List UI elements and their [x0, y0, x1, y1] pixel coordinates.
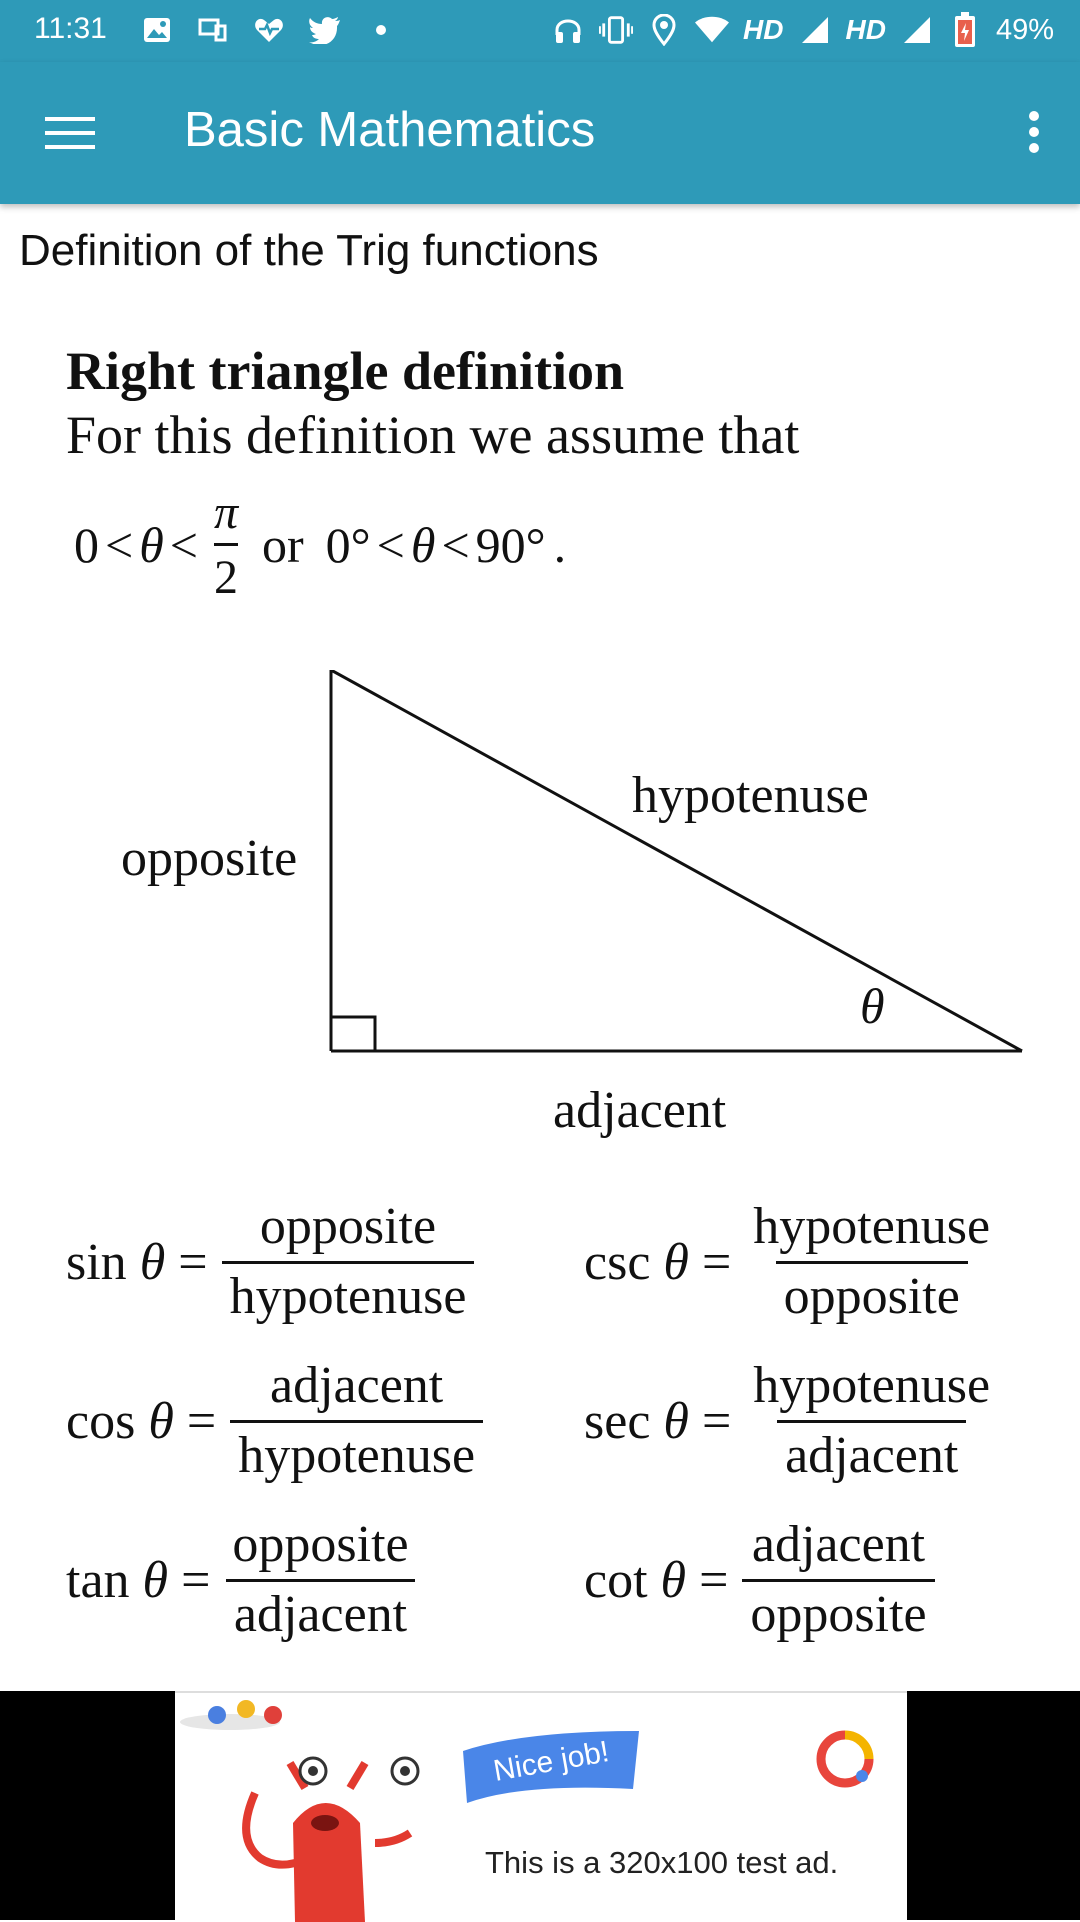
theta-symbol: θ	[142, 1551, 169, 1609]
cast-icon	[196, 13, 230, 47]
system-status-icons	[551, 10, 1054, 50]
more-vert-icon	[1027, 110, 1041, 154]
cos-formula	[66, 1359, 483, 1483]
denominator: adjacent	[777, 1420, 966, 1484]
theta-symbol: θ	[139, 1233, 166, 1291]
sec-formula	[584, 1359, 998, 1483]
numerator: opposite	[232, 1516, 409, 1573]
cot-formula	[584, 1518, 935, 1642]
dot-icon	[364, 13, 398, 47]
ratio	[745, 1359, 998, 1483]
numerator: hypotenuse	[753, 1198, 991, 1255]
ad-flag-text: Nice job!	[490, 1735, 612, 1788]
status-bar	[0, 0, 1080, 62]
theta-symbol: θ	[663, 1392, 689, 1450]
denominator: hypotenuse	[230, 1420, 483, 1484]
cond-ninety-degrees: 90°	[475, 517, 546, 573]
denominator: adjacent	[226, 1579, 415, 1643]
formula-lhs	[66, 1551, 210, 1610]
headphones-icon	[551, 13, 585, 47]
cond-or: or	[262, 517, 304, 573]
equals-sign: =	[186, 1392, 217, 1450]
trig-definition-figure	[0, 300, 1080, 1690]
app-title: Basic Mathematics	[184, 103, 596, 157]
equals-sign: =	[181, 1551, 211, 1609]
angle-condition	[74, 485, 567, 604]
cond-theta: θ	[410, 517, 436, 573]
heart-monitor-icon	[252, 13, 286, 47]
right-angle-marker	[331, 1017, 375, 1051]
figure-title: Right triangle definition	[66, 341, 625, 401]
location-icon	[647, 13, 681, 47]
equals-sign: =	[701, 1233, 732, 1291]
function-name: cos	[66, 1392, 136, 1450]
network-type-label: HD	[743, 14, 784, 45]
equals-sign: =	[699, 1551, 729, 1609]
app-bar	[0, 62, 1080, 204]
function-name: csc	[584, 1233, 651, 1291]
right-triangle-diagram	[0, 670, 1080, 1190]
denominator: opposite	[776, 1261, 968, 1325]
formula-lhs	[584, 1392, 731, 1451]
ratio	[222, 1200, 475, 1324]
function-name: sec	[584, 1392, 651, 1450]
cond-less-than: <	[105, 517, 134, 573]
denominator: opposite	[742, 1579, 934, 1643]
hamburger-menu-icon	[45, 115, 95, 151]
tan-formula	[66, 1518, 417, 1642]
formula-lhs	[66, 1233, 208, 1292]
figure-intro: For this definition we assume that	[66, 405, 800, 465]
menu-button[interactable]	[30, 98, 110, 168]
sin-formula	[66, 1200, 474, 1324]
red-monster-mascot-icon	[175, 1693, 455, 1922]
function-name: sin	[66, 1233, 127, 1291]
equals-sign: =	[178, 1233, 208, 1291]
network-type-label: HD	[845, 14, 886, 45]
vibrate-icon	[599, 13, 633, 47]
ratio	[224, 1518, 416, 1642]
numerator: opposite	[259, 1198, 437, 1255]
hypotenuse-side	[331, 670, 1022, 1051]
cond-zero-degrees: 0°	[325, 517, 371, 573]
theta-symbol: θ	[663, 1233, 689, 1291]
formula-lhs	[584, 1233, 731, 1292]
overflow-menu-button[interactable]	[1004, 92, 1064, 172]
ad-logo-icon	[815, 1729, 875, 1789]
ratio	[742, 1518, 934, 1642]
cond-theta: θ	[139, 517, 164, 573]
twitter-icon	[308, 13, 342, 47]
pi-over-two	[213, 485, 239, 604]
theta-symbol: θ	[660, 1551, 687, 1609]
numerator: adjacent	[751, 1516, 926, 1573]
battery-icon	[948, 13, 982, 47]
ratio	[745, 1200, 998, 1324]
csc-formula	[584, 1200, 998, 1324]
ratio	[230, 1359, 483, 1483]
battery-percent: 49%	[995, 13, 1054, 46]
numerator: hypotenuse	[753, 1357, 991, 1414]
function-name: tan	[66, 1551, 130, 1609]
numerator: adjacent	[270, 1357, 444, 1414]
image-icon	[140, 13, 174, 47]
cond-less-than: <	[169, 517, 198, 573]
page-heading: Definition of the Trig functions	[19, 226, 599, 275]
adjacent-label: adjacent	[553, 1082, 727, 1139]
theta-label: θ	[860, 978, 885, 1034]
signal-icon	[900, 13, 934, 47]
status-time: 11:31	[34, 12, 107, 45]
pi-symbol: π	[213, 485, 239, 539]
cond-less-than: <	[441, 517, 470, 573]
opposite-label: opposite	[121, 830, 298, 887]
notification-icons	[140, 10, 398, 50]
cond-zero: 0	[74, 517, 99, 573]
signal-icon	[798, 13, 832, 47]
formula-lhs	[584, 1551, 728, 1610]
ad-body-text: This is a 320x100 test ad.	[485, 1845, 839, 1880]
wifi-icon	[695, 13, 729, 47]
function-name: cot	[584, 1551, 648, 1609]
cond-period: .	[553, 517, 567, 573]
hypotenuse-label: hypotenuse	[632, 767, 869, 824]
equals-sign: =	[701, 1392, 732, 1450]
cond-less-than: <	[376, 517, 405, 573]
test-ad-banner[interactable]	[175, 1691, 907, 1922]
two: 2	[214, 543, 238, 602]
theta-symbol: θ	[148, 1392, 174, 1450]
denominator: hypotenuse	[222, 1261, 475, 1325]
formula-lhs	[66, 1392, 216, 1451]
